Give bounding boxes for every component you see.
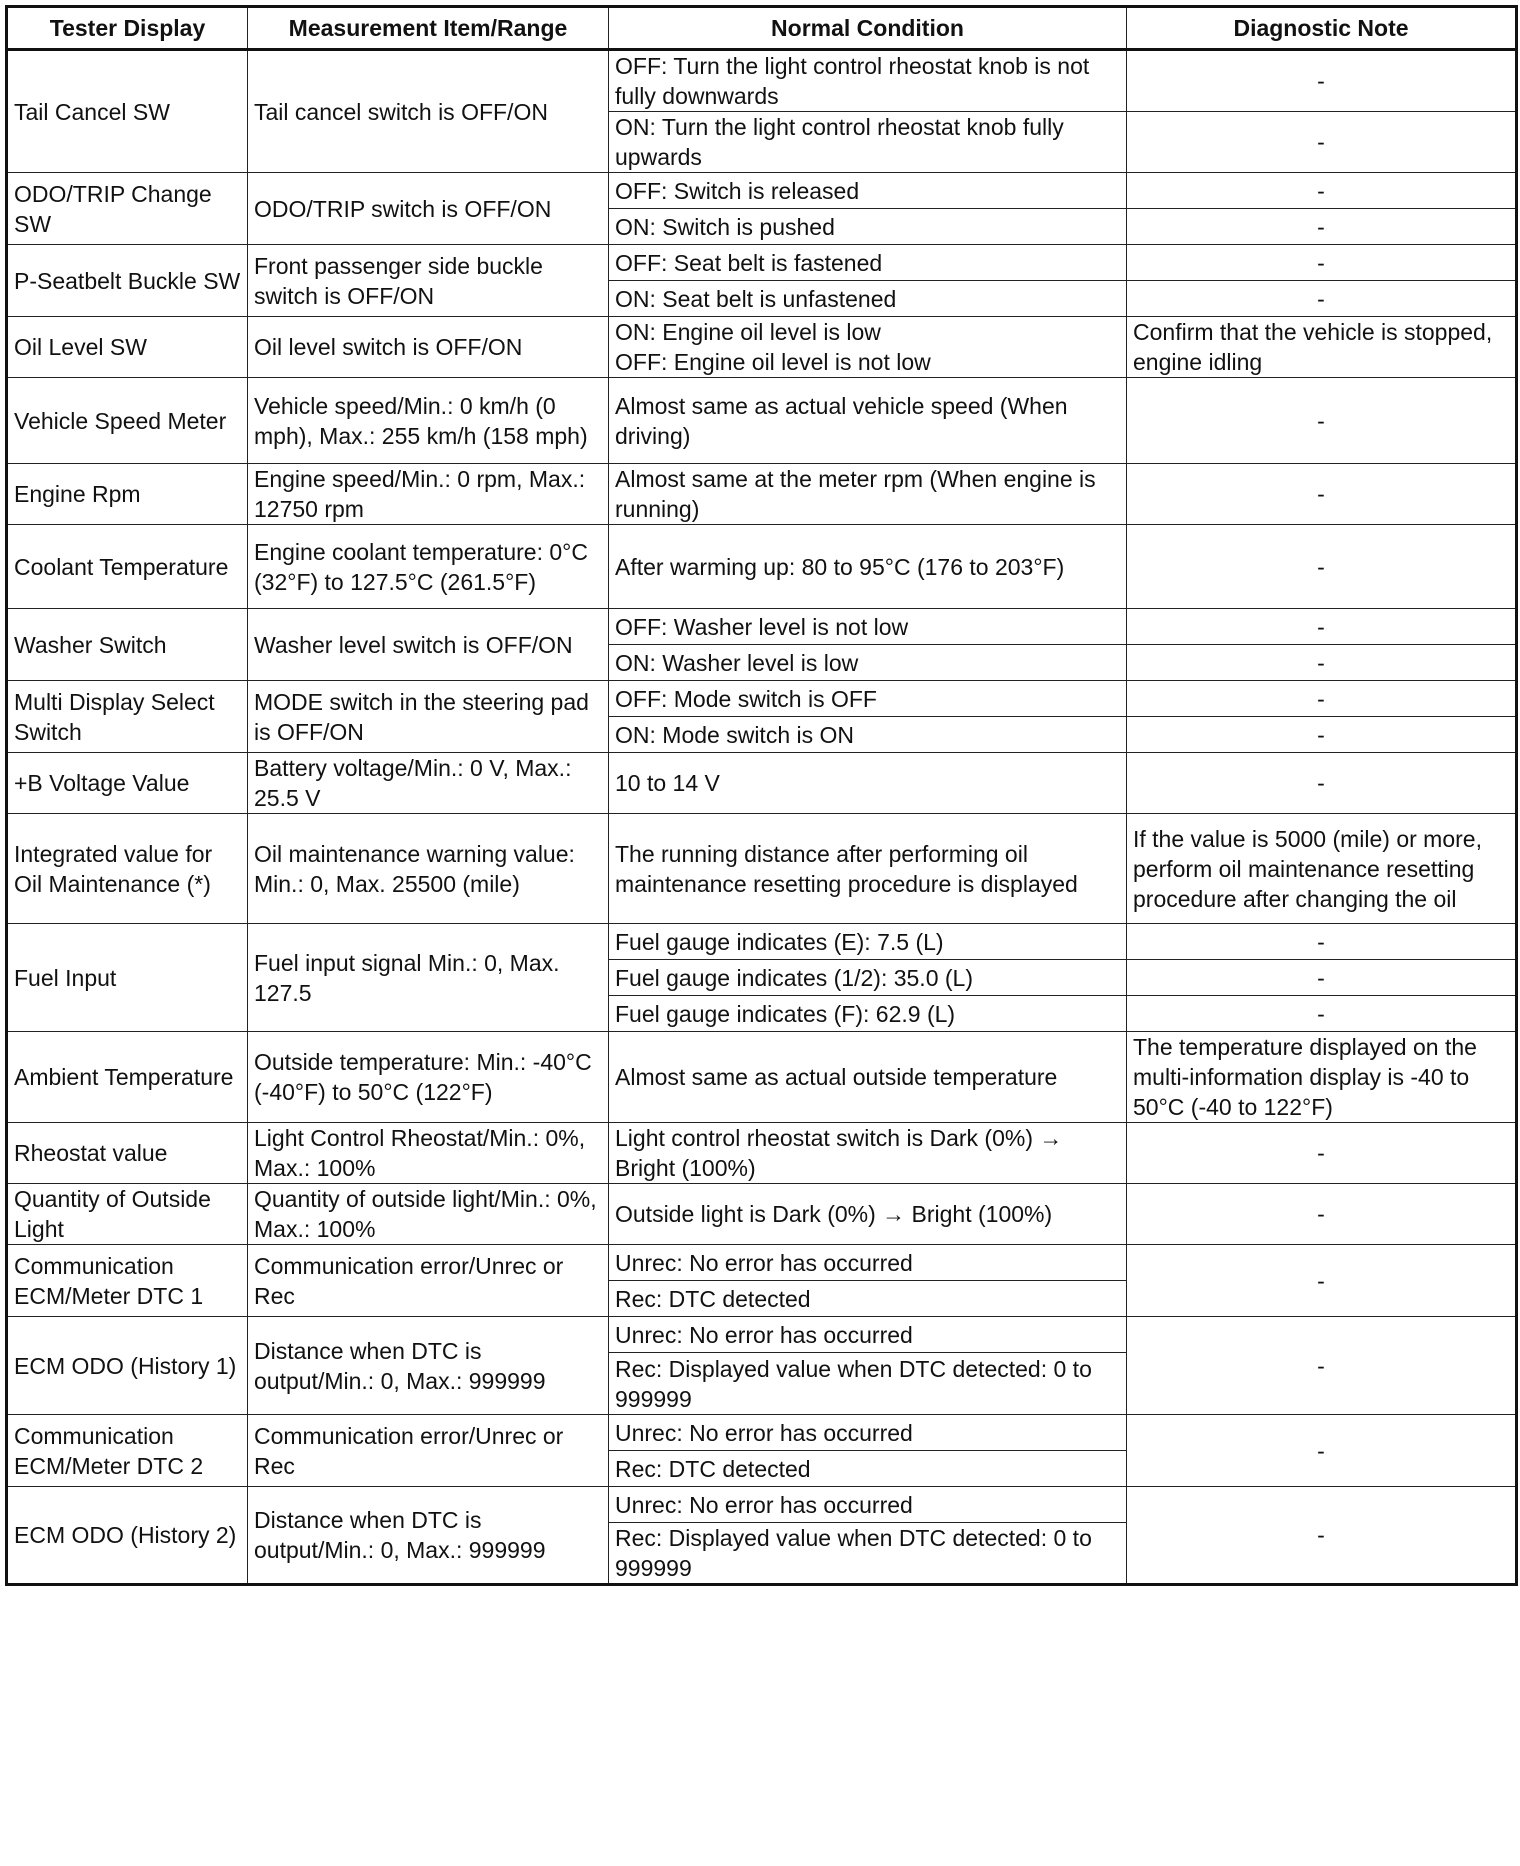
measurement-range-cell: MODE switch in the steering pad is OFF/ON	[248, 681, 609, 753]
diagnostic-note-cell: -	[1127, 960, 1517, 996]
normal-condition-cell: OFF: Turn the light control rheostat knob is not fully downwards	[609, 50, 1127, 112]
normal-condition-cell: Rec: Displayed value when DTC detected: 0 to 999999	[609, 1353, 1127, 1415]
tester-display-cell: Washer Switch	[7, 609, 248, 681]
measurement-range-cell: Oil level switch is OFF/ON	[248, 317, 609, 378]
diagnostic-note-cell: -	[1127, 50, 1517, 112]
tester-display-cell: Quantity of Outside Light	[7, 1184, 248, 1245]
diagnostic-note-cell: -	[1127, 112, 1517, 173]
diagnostic-note-cell: -	[1127, 464, 1517, 525]
normal-condition-cell: The running distance after performing oil maintenance resetting procedure is displayed	[609, 814, 1127, 924]
table-row	[7, 1487, 1517, 1523]
table-row	[7, 1032, 1517, 1123]
normal-condition-cell: Unrec: No error has occurred	[609, 1487, 1127, 1523]
tester-display-cell: Communication ECM/Meter DTC 1	[7, 1245, 248, 1317]
table-row	[7, 464, 1517, 525]
measurement-range-cell: ODO/TRIP switch is OFF/ON	[248, 173, 609, 245]
diagnostic-note-cell: -	[1127, 1123, 1517, 1184]
tester-display-cell: ECM ODO (History 1)	[7, 1317, 248, 1415]
diagnostic-note-cell: -	[1127, 378, 1517, 464]
normal-condition-cell: 10 to 14 V	[609, 753, 1127, 814]
table-row	[7, 1245, 1517, 1281]
diagnostic-note-cell: -	[1127, 609, 1517, 645]
normal-condition-cell: ON: Seat belt is unfastened	[609, 281, 1127, 317]
diagnostic-note-cell: -	[1127, 1245, 1517, 1317]
diagnostic-note-cell: -	[1127, 525, 1517, 609]
table-row	[7, 245, 1517, 281]
tester-display-cell: Fuel Input	[7, 924, 248, 1032]
diagnostic-note-cell: -	[1127, 717, 1517, 753]
normal-condition-cell: Light control rheostat switch is Dark (0%) → Bright (100%)	[609, 1123, 1127, 1184]
tester-display-cell: ECM ODO (History 2)	[7, 1487, 248, 1585]
tester-display-cell: Communication ECM/Meter DTC 2	[7, 1415, 248, 1487]
normal-condition-cell: Unrec: No error has occurred	[609, 1415, 1127, 1451]
diagnostic-note-cell: -	[1127, 681, 1517, 717]
normal-condition-cell: ON: Turn the light control rheostat knob fully upwards	[609, 112, 1127, 173]
normal-condition-cell: ON: Washer level is low	[609, 645, 1127, 681]
diagnostic-note-cell: If the value is 5000 (mile) or more, perform oil maintenance resetting procedure after changing the oil	[1127, 814, 1517, 924]
measurement-range-cell: Engine speed/Min.: 0 rpm, Max.: 12750 rpm	[248, 464, 609, 525]
table-row	[7, 609, 1517, 645]
measurement-range-cell: Communication error/Unrec or Rec	[248, 1245, 609, 1317]
tester-display-cell: ODO/TRIP Change SW	[7, 173, 248, 245]
measurement-range-cell: Communication error/Unrec or Rec	[248, 1415, 609, 1487]
diagnostic-note-cell: -	[1127, 924, 1517, 960]
table-row	[7, 50, 1517, 112]
normal-condition-cell: Almost same as actual vehicle speed (When driving)	[609, 378, 1127, 464]
measurement-range-cell: Engine coolant temperature: 0°C (32°F) to 127.5°C (261.5°F)	[248, 525, 609, 609]
table-body	[7, 50, 1517, 1585]
measurement-range-cell: Distance when DTC is output/Min.: 0, Max.: 999999	[248, 1487, 609, 1585]
measurement-range-cell: Oil maintenance warning value: Min.: 0, Max. 25500 (mile)	[248, 814, 609, 924]
header-normal-condition: Normal Condition	[609, 7, 1127, 50]
normal-condition-cell: OFF: Switch is released	[609, 173, 1127, 209]
measurement-range-cell: Distance when DTC is output/Min.: 0, Max.: 999999	[248, 1317, 609, 1415]
diagnostic-note-cell: -	[1127, 1487, 1517, 1585]
measurement-range-cell: Light Control Rheostat/Min.: 0%, Max.: 100%	[248, 1123, 609, 1184]
tester-display-cell: Multi Display Select Switch	[7, 681, 248, 753]
table-row	[7, 525, 1517, 609]
normal-condition-cell: Fuel gauge indicates (1/2): 35.0 (L)	[609, 960, 1127, 996]
normal-condition-cell: OFF: Washer level is not low	[609, 609, 1127, 645]
measurement-range-cell: Front passenger side buckle switch is OFF/ON	[248, 245, 609, 317]
table-header-row	[7, 7, 1517, 50]
diagnostic-note-cell: -	[1127, 1317, 1517, 1415]
tester-display-cell: Ambient Temperature	[7, 1032, 248, 1123]
normal-condition-cell: Rec: Displayed value when DTC detected: 0 to 999999	[609, 1523, 1127, 1585]
normal-condition-cell: After warming up: 80 to 95°C (176 to 203°F)	[609, 525, 1127, 609]
diagnostic-note-cell: -	[1127, 645, 1517, 681]
table-row	[7, 1415, 1517, 1451]
tester-display-cell: Integrated value for Oil Maintenance (*)	[7, 814, 248, 924]
normal-condition-cell: Rec: DTC detected	[609, 1451, 1127, 1487]
normal-condition-cell: Outside light is Dark (0%) → Bright (100%)	[609, 1184, 1127, 1245]
measurement-range-cell: Quantity of outside light/Min.: 0%, Max.: 100%	[248, 1184, 609, 1245]
table-row	[7, 378, 1517, 464]
table-row	[7, 317, 1517, 378]
table-row	[7, 1184, 1517, 1245]
tester-display-cell: Engine Rpm	[7, 464, 248, 525]
tester-display-cell: Rheostat value	[7, 1123, 248, 1184]
table-row	[7, 173, 1517, 209]
diagnostic-note-cell: Confirm that the vehicle is stopped, engine idling	[1127, 317, 1517, 378]
measurement-range-cell: Vehicle speed/Min.: 0 km/h (0 mph), Max.: 255 km/h (158 mph)	[248, 378, 609, 464]
measurement-range-cell: Outside temperature: Min.: -40°C (-40°F) to 50°C (122°F)	[248, 1032, 609, 1123]
diagnostic-note-cell: -	[1127, 1184, 1517, 1245]
normal-condition-cell: ON: Switch is pushed	[609, 209, 1127, 245]
normal-condition-cell: Fuel gauge indicates (E): 7.5 (L)	[609, 924, 1127, 960]
diagnostic-note-cell: -	[1127, 209, 1517, 245]
header-measurement-item: Measurement Item/Range	[248, 7, 609, 50]
tester-display-cell: Coolant Temperature	[7, 525, 248, 609]
tester-display-cell: +B Voltage Value	[7, 753, 248, 814]
table-row	[7, 681, 1517, 717]
normal-condition-cell: Almost same as actual outside temperature	[609, 1032, 1127, 1123]
tester-display-cell: Oil Level SW	[7, 317, 248, 378]
normal-condition-cell: Unrec: No error has occurred	[609, 1245, 1127, 1281]
tester-display-cell: Vehicle Speed Meter	[7, 378, 248, 464]
normal-condition-cell: ON: Engine oil level is low OFF: Engine oil level is not low	[609, 317, 1127, 378]
diagnostic-data-table	[5, 5, 1518, 1586]
normal-condition-cell: Rec: DTC detected	[609, 1281, 1127, 1317]
diagnostic-note-cell: -	[1127, 753, 1517, 814]
measurement-range-cell: Washer level switch is OFF/ON	[248, 609, 609, 681]
measurement-range-cell: Tail cancel switch is OFF/ON	[248, 50, 609, 173]
table-row	[7, 1317, 1517, 1353]
measurement-range-cell: Battery voltage/Min.: 0 V, Max.: 25.5 V	[248, 753, 609, 814]
normal-condition-cell: Almost same at the meter rpm (When engine is running)	[609, 464, 1127, 525]
tester-display-cell: Tail Cancel SW	[7, 50, 248, 173]
normal-condition-cell: Fuel gauge indicates (F): 62.9 (L)	[609, 996, 1127, 1032]
normal-condition-cell: OFF: Mode switch is OFF	[609, 681, 1127, 717]
table-row	[7, 814, 1517, 924]
tester-display-cell: P-Seatbelt Buckle SW	[7, 245, 248, 317]
measurement-range-cell: Fuel input signal Min.: 0, Max. 127.5	[248, 924, 609, 1032]
diagnostic-note-cell: -	[1127, 281, 1517, 317]
normal-condition-cell: ON: Mode switch is ON	[609, 717, 1127, 753]
diagnostic-note-cell: -	[1127, 245, 1517, 281]
diagnostic-note-cell: -	[1127, 996, 1517, 1032]
table-row	[7, 753, 1517, 814]
diagnostic-note-cell: -	[1127, 173, 1517, 209]
header-tester-display: Tester Display	[7, 7, 248, 50]
diagnostic-note-cell: -	[1127, 1415, 1517, 1487]
diagnostic-note-cell: The temperature displayed on the multi-information display is -40 to 50°C (-40 to 122°F)	[1127, 1032, 1517, 1123]
normal-condition-cell: OFF: Seat belt is fastened	[609, 245, 1127, 281]
table-row	[7, 1123, 1517, 1184]
table-row	[7, 924, 1517, 960]
normal-condition-cell: Unrec: No error has occurred	[609, 1317, 1127, 1353]
header-diagnostic-note: Diagnostic Note	[1127, 7, 1517, 50]
